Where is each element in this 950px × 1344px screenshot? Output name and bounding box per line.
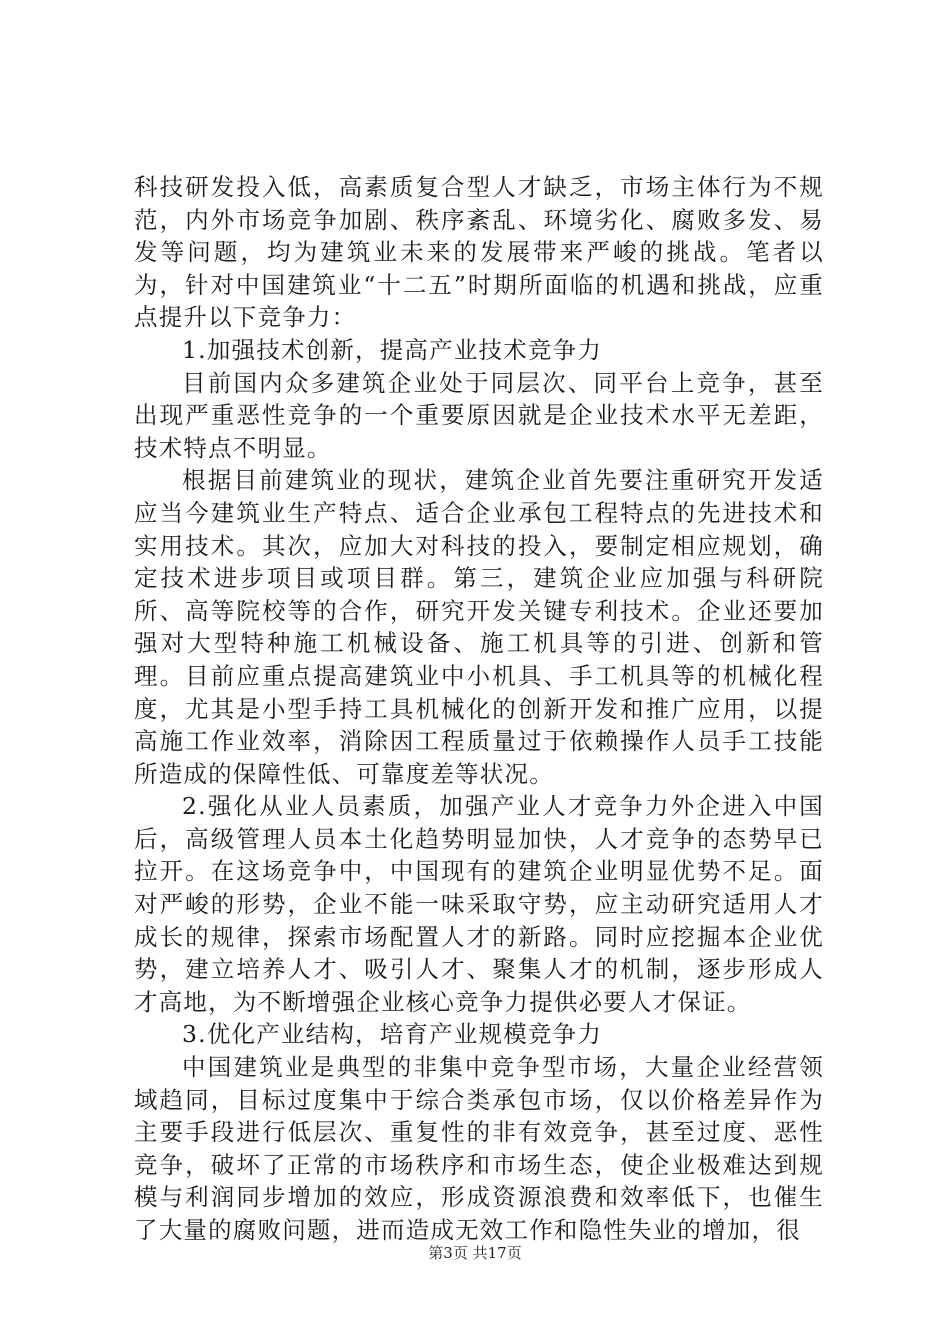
document-body <box>134 171 824 1247</box>
page-number-footer: 第3页 共17页 <box>428 1244 522 1262</box>
paragraph-1b: 根据目前建筑业的现状，建筑企业首先要注重研究开发适应当今建筑业生产特点、适合企业承包工程特点的先进技术和实用技术。其次，应加大对科技的投入，要制定相应规划，确定技术进步项目或项目群。第三，建筑企业应加强与科研院所、高等院校等的合作，研究开发关键专利技术。企业还要加强对大型特种施工机械设备、施工机具等的引进、创新和管理。目前应重点提高建筑业中小机具、手工机具等的机械化程度，尤其是小型手持工具机械化的创新开发和推广应用，以提高施工作业效率，消除因工程质量过于依赖操作人员手工技能所造成的保障性低、可靠度差等状况。 <box>134 466 824 788</box>
section-heading-3: 3.优化产业结构，培育产业规模竞争力 <box>182 1020 603 1049</box>
section-heading-1: 1.加强技术创新，提高产业技术竞争力 <box>182 335 603 364</box>
paragraph-3a: 中国建筑业是典型的非集中竞争型市场，大量企业经营领域趋同，目标过度集中于综合类承包市场，仅以价格差异作为主要手段进行低层次、重复性的非有效竞争，甚至过度、恶性竞争，破坏了正常的市场秩序和市场生态，使企业极难达到规模与利润同步增加的效应，形成资源浪费和效率低下，也催生了大量的腐败问题，进而造成无效工作和隐性失业的增加，很 <box>134 1053 824 1244</box>
section-2-paragraph: 2.强化从业人员素质，加强产业人才竞争力外企进入中国后，高级管理人员本土化趋势明显加快，人才竞争的态势早已拉开。在这场竞争中，中国现有的建筑企业明显优势不足。面对严峻的形势，企业不能一味采取守势，应主动研究适用人才成长的规律，探索市场配置人才的新路。同时应挖掘本企业优势，建立培养人才、吸引人才、聚集人才的机制，逐步形成人才高地，为不断增强企业核心竞争力提供必要人才保证。 <box>134 792 824 1016</box>
paragraph-1a: 目前国内众多建筑企业处于同层次、同平台上竞争，甚至出现严重恶性竞争的一个重要原因就是企业技术水平无差距，技术特点不明显。 <box>134 368 824 462</box>
paragraph-intro-continued: 科技研发投入低，高素质复合型人才缺乏，市场主体行为不规范，内外市场竞争加剧、秩序紊乱、环境劣化、腐败多发、易发等问题，均为建筑业未来的发展带来严峻的挑战。笔者以为，针对中国建筑业“十二五”时期所面临的机遇和挑战，应重点提升以下竞争力： <box>134 173 824 332</box>
